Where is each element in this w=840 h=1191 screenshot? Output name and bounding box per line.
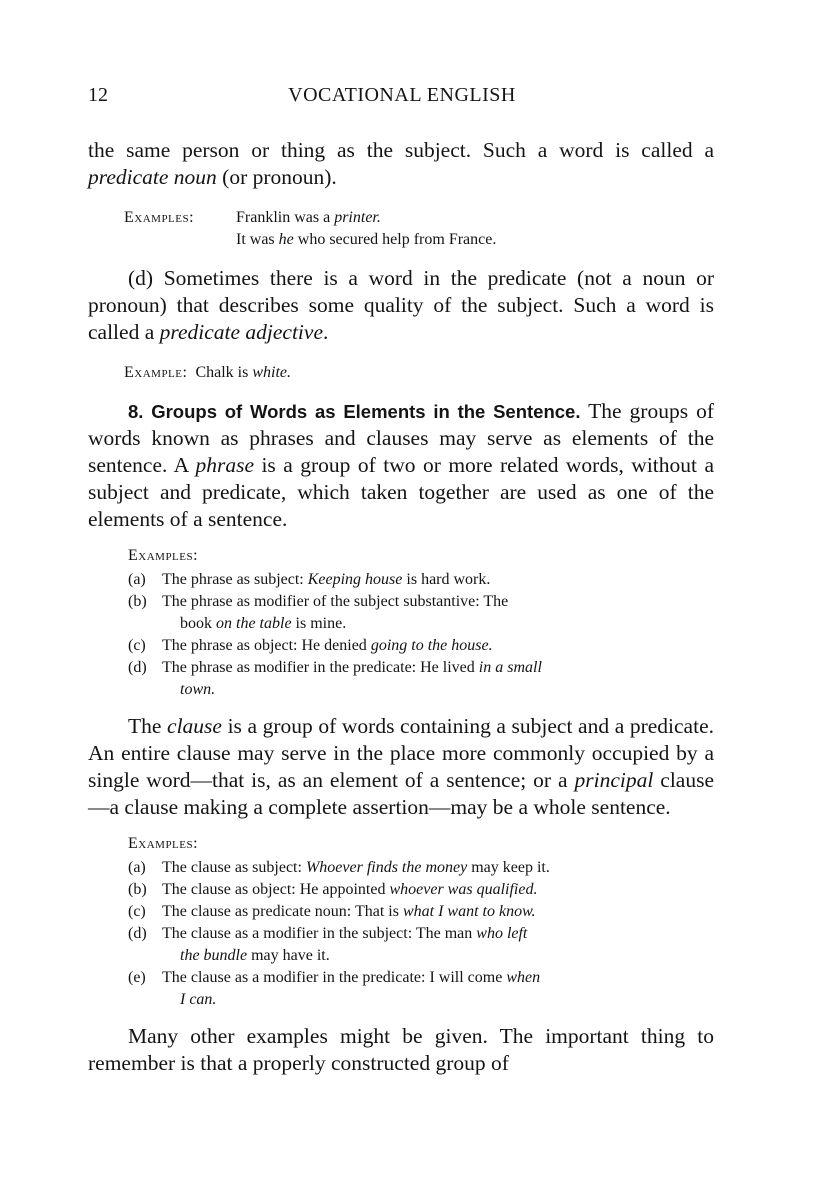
list-item: (a) The clause as subject: Whoever finds the money may keep it.: [128, 859, 550, 876]
running-title: VOCATIONAL ENGLISH: [288, 84, 516, 106]
example-line: Franklin was a printer.: [236, 209, 381, 226]
page-header: [88, 84, 716, 114]
list-item: (e) The clause as a modifier in the predicate: I will come when I can.: [128, 969, 541, 1008]
example-line: Chalk is white.: [195, 364, 292, 381]
example-predicate-adjective: [124, 362, 714, 384]
paragraph-predicate-adjective: (d) Sometimes there is a word in the predicate (not a noun or pronoun) that describes some quality of the subject. Such a word is called a predicate adjective.: [88, 266, 714, 344]
section-heading: 8. Groups of Words as Elements in the Sentence.: [128, 401, 581, 422]
section-8-paragraph: 8. Groups of Words as Elements in the Sentence. The groups of words known as phrases and clauses may serve as elements of the sentence. A phrase is a group of two or more related words, without a subject and predicate, which taken together are used as one of the elements of a sentence.: [88, 399, 714, 531]
examples-label: Examples:: [124, 209, 195, 226]
list-item: (b) The clause as object: He appointed whoever was qualified.: [128, 881, 538, 898]
list-item: (a) The phrase as subject: Keeping house is hard work.: [128, 571, 491, 588]
page-body: [88, 137, 714, 1077]
example-label: Example:: [124, 364, 188, 381]
list-item: (c) The clause as predicate noun: That is what I want to know.: [128, 903, 536, 920]
paragraph-clause: The clause is a group of words containing a subject and a predicate. An entire clause may serve in the place more commonly occupied by a single word—that is, as an element of a sentence; or a principal clause—a clause making a complete assertion—may be a whole sentence.: [88, 714, 715, 819]
clause-examples: [128, 833, 714, 1011]
list-item: (b) The phrase as modifier of the subject substantive: The book on the table is mine.: [128, 593, 509, 632]
examples-label: Examples:: [128, 835, 199, 852]
examples-predicate-noun: [124, 207, 714, 251]
list-item: (d) The phrase as modifier in the predicate: He lived in a small town.: [128, 659, 542, 698]
example-line: It was he who secured help from France.: [236, 231, 497, 248]
paragraph-predicate-noun: the same person or thing as the subject. Such a word is called a predicate noun (or pronoun).: [88, 138, 714, 189]
phrase-examples: [128, 545, 714, 701]
paragraph-closing: Many other examples might be given. The important thing to remember is that a properly constructed group of: [88, 1024, 714, 1075]
examples-label: Examples:: [128, 547, 199, 564]
list-item: (c) The phrase as object: He denied going to the house.: [128, 637, 493, 654]
list-item: (d) The clause as a modifier in the subject: The man who left the bundle may have it.: [128, 925, 528, 964]
page-number: 12: [88, 84, 108, 106]
